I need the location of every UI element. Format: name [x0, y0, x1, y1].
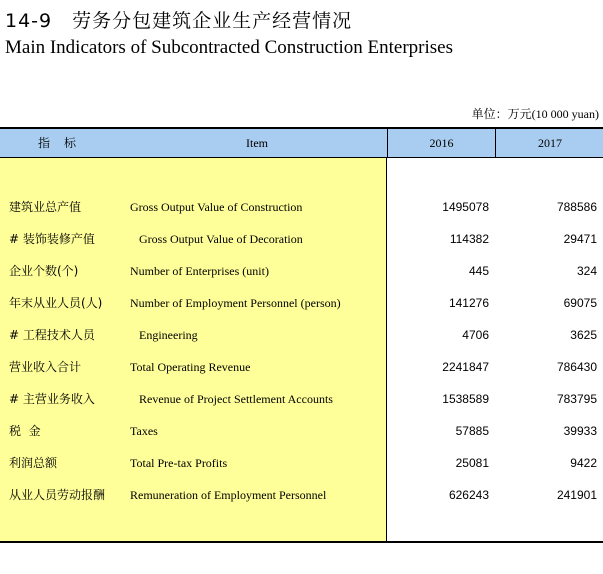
value-2016: 1495078: [442, 200, 489, 214]
value-2017: 9422: [570, 456, 597, 470]
value-2016: 2241847: [442, 360, 489, 374]
row-label-en: Gross Output Value of Construction: [130, 200, 303, 214]
table-title-en: Main Indicators of Subcontracted Construction Enterprises: [5, 37, 453, 58]
value-2016: 626243: [448, 488, 489, 502]
value-2017: 3625: [570, 328, 597, 342]
value-2017: 786430: [556, 360, 597, 374]
row-label-zh: 营业收入合计: [9, 360, 82, 374]
value-2016: 141276: [448, 296, 489, 310]
row-label-zh: 从业人员劳动报酬: [9, 488, 106, 502]
value-2017: 788586: [556, 200, 597, 214]
table-row: [0, 415, 603, 447]
table-row: [0, 223, 603, 255]
row-label-en: Total Operating Revenue: [130, 360, 251, 374]
unit-label: [472, 105, 599, 122]
table-row: [0, 255, 603, 287]
row-label-en: Remuneration of Employment Personnel: [130, 488, 327, 502]
row-label-zh: # 工程技术人员: [9, 328, 95, 342]
row-label-zh: # 装饰装修产值: [9, 232, 95, 246]
row-label-en: Number of Enterprises (unit): [130, 264, 269, 278]
row-label-zh: 年末从业人员(人): [9, 296, 103, 310]
row-label-en: Revenue of Project Settlement Accounts: [139, 392, 333, 406]
value-2017: 39933: [563, 424, 597, 438]
header-item: Item: [246, 136, 268, 150]
table-row: [0, 351, 603, 383]
table-row: [0, 447, 603, 479]
row-label-en: Number of Employment Personnel (person): [130, 296, 341, 310]
header-year-2016: 2016: [387, 129, 495, 157]
row-label-zh: 建筑业总产值: [9, 200, 82, 214]
table-title-zh: 14-9 劳务分包建筑企业生产经营情况: [5, 10, 353, 32]
row-label-en: Total Pre-tax Profits: [130, 456, 228, 470]
value-2016: 4706: [462, 328, 489, 342]
value-2017: 29471: [563, 232, 597, 246]
value-2017: 783795: [556, 392, 597, 406]
value-2017: 324: [576, 264, 597, 278]
value-2016: 57885: [455, 424, 489, 438]
table-header: [0, 127, 603, 158]
value-2017: 241901: [556, 488, 597, 502]
table-body: [0, 158, 603, 543]
row-label-en: Gross Output Value of Decoration: [139, 232, 303, 246]
row-label-en: Taxes: [130, 424, 158, 438]
header-year-2017: 2017: [495, 129, 603, 157]
unit-label-zh: 单位：万元: [471, 107, 532, 121]
unit-label-en: (10 000 yuan): [531, 107, 599, 121]
row-label-zh: # 主营业务收入: [9, 392, 95, 406]
row-label-zh: 税 金: [9, 424, 41, 438]
table-row: [0, 479, 603, 511]
value-2016: 445: [468, 264, 489, 278]
table-row: [0, 319, 603, 351]
table-row: [0, 383, 603, 415]
row-label-zh: 企业个数(个): [9, 264, 79, 278]
table-row: [0, 287, 603, 319]
row-label-en: Engineering: [139, 328, 198, 342]
indicators-table: [0, 127, 603, 543]
header-indicator: 指标: [37, 136, 90, 150]
row-label-zh: 利润总额: [9, 456, 58, 470]
table-row: [0, 191, 603, 223]
value-2016: 1538589: [442, 392, 489, 406]
value-2016: 114382: [449, 232, 489, 246]
value-2016: 25081: [455, 456, 489, 470]
value-2017: 69075: [563, 296, 597, 310]
